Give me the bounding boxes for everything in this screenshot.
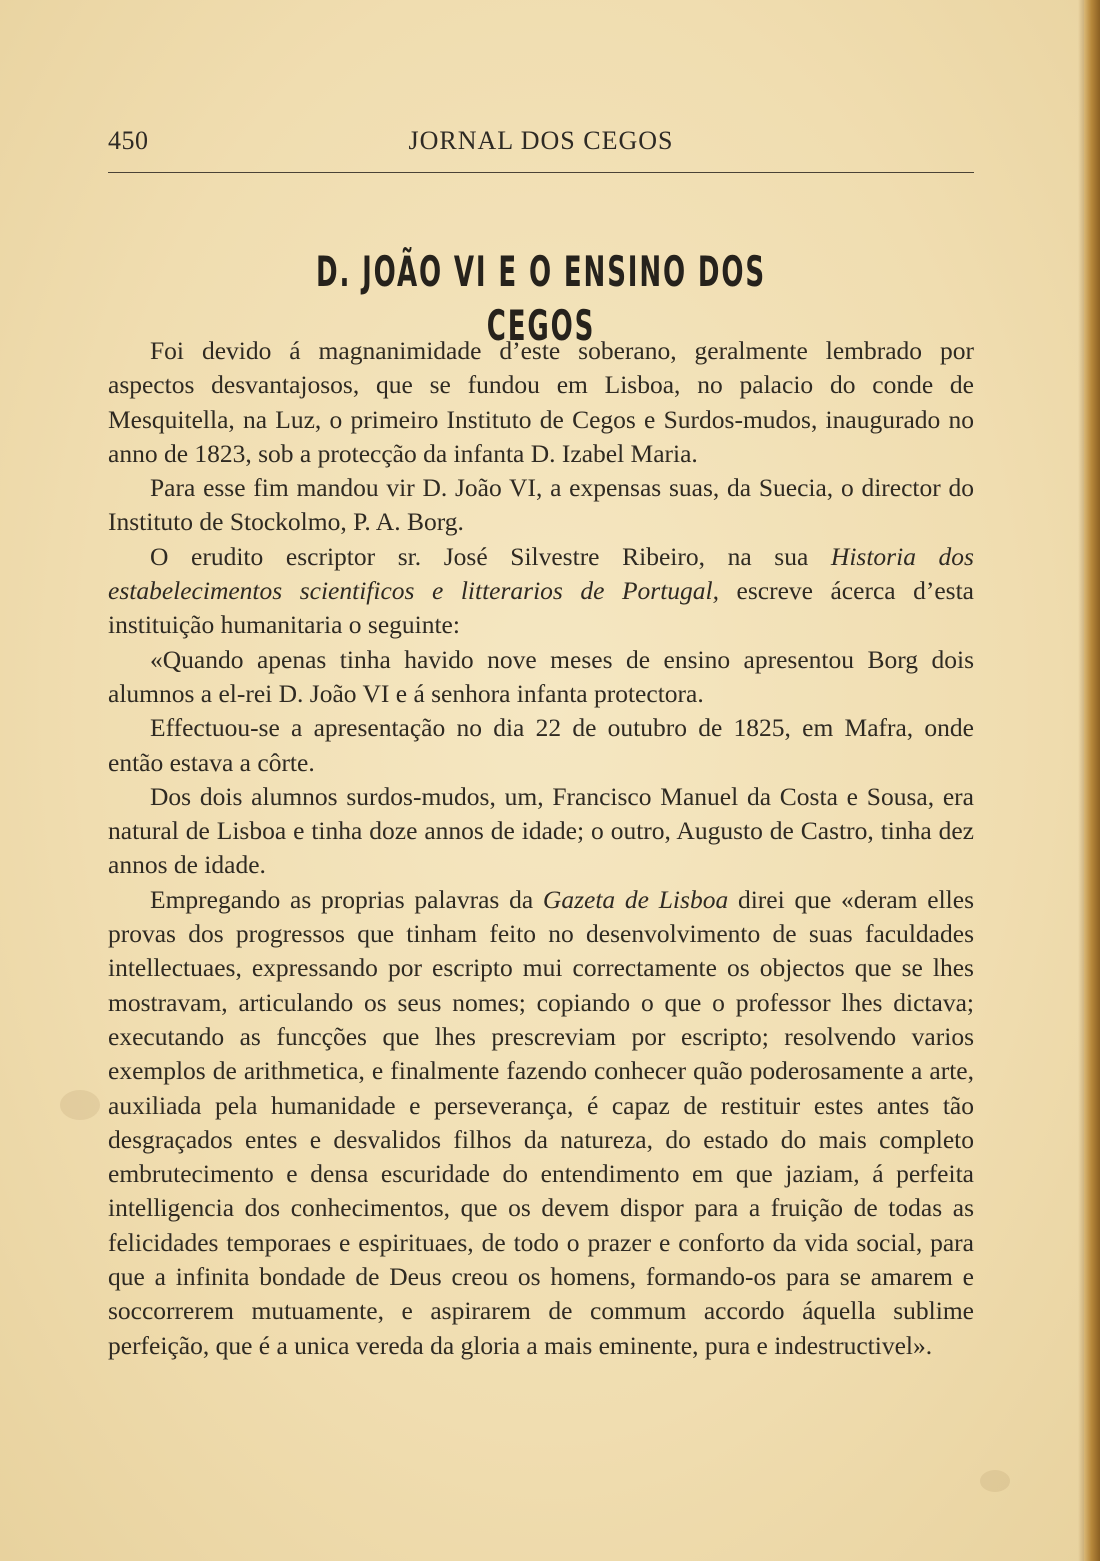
header-rule [108, 172, 974, 173]
paragraph-text: Para esse fim mandou vir D. João VI, a expensas suas, da Suecia, o director do Instituto de Stockolmo, P. A. Borg. [108, 473, 974, 537]
paragraph [108, 471, 974, 540]
paragraph-text: «Quando apenas tinha havido nove meses de ensino apresentou Borg dois alumnos a el-rei D. João VI e á senhora infanta protectora. [108, 644, 974, 708]
running-head [108, 122, 974, 162]
paragraph-text: Foi devido á magnanimidade d’este soberano, geralmente lembrado por aspectos desvantajosos, que se fundou em Lisboa, no palacio do conde de Mesquitella, na Luz, o primeiro Instituto de Cegos e Surdos-mudos, inaugurado no anno de 1823, sob a protecção da infanta D. Izabel Maria. [108, 336, 974, 468]
paragraph [108, 780, 974, 883]
paragraph-text: escreve ácerca d’esta instituição humanitaria o seguinte: [108, 576, 974, 640]
paragraph-text: direi que «deram elles provas dos progressos que tinham feito no desenvolvimento de suas faculdades intellectuaes, expressando por escripto mui correctamente os objectos que se lhes mostravam, articulando os seus nomes; copiando o que o professor lhes dictava; executando as funcções que lhes prescreviam por escripto; resolvendo varios exemplos de arithmetica, e finalmente fazendo conhecer quão poderosamente a arte, auxiliada pela humanidade e perseverança, é capaz de restituir estes antes tão desgraçados entes e desvalidos filhos da natureza, do estado do mais completo embrutecimento e densa escuridade do entendimento em que jaziam, á perfeita intelligencia dos conhecimentos, que os devem dispor para a fruição de todas as felicidades temporaes e espirituaes, de todo o prazer e conforto da vida social, para que a infinita bondade de Deus creou os homens, formando-os para se amarem e soccorrerem mutuamente, e aspirarem de commum accordo áquella sublime perfeição, que é a unica vereda da gloria a mais eminente, pura e indestructivel». [108, 884, 974, 1360]
paragraph-text: Empregando as proprias palavras da [150, 884, 543, 914]
paragraph [108, 883, 974, 1363]
page-binding-edge [1084, 0, 1100, 1561]
paragraph [108, 711, 974, 780]
newspaper-title: Gazeta de Lisboa [542, 884, 729, 914]
book-title: Historia dos estabelecimentos scientificos e litterarios de Portugal, [108, 541, 974, 606]
paragraph-text: Effectuou-se a apresentação no dia 22 de outubro de 1825, em Mafra, onde então estava a côrte. [108, 713, 974, 777]
paragraph [108, 540, 974, 643]
paragraph [108, 334, 974, 471]
paragraph-text: O erudito escriptor sr. José Silvestre Ribeiro, na sua [150, 541, 831, 571]
paper-stain [980, 1470, 1010, 1492]
journal-title: JORNAL DOS CEGOS [408, 126, 674, 155]
page-number: 450 [108, 126, 149, 155]
paragraph-text: Dos dois alumnos surdos-mudos, um, Francisco Manuel da Costa e Sousa, era natural de Lisboa e tinha doze annos de idade; o outro, Augusto de Castro, tinha dez annos de idade. [108, 781, 974, 880]
article-body [108, 334, 974, 1363]
paragraph [108, 643, 974, 712]
article-title: D. JOÃO VI E O ENSINO DOS CEGOS [315, 247, 767, 350]
paper-stain [60, 1090, 100, 1120]
